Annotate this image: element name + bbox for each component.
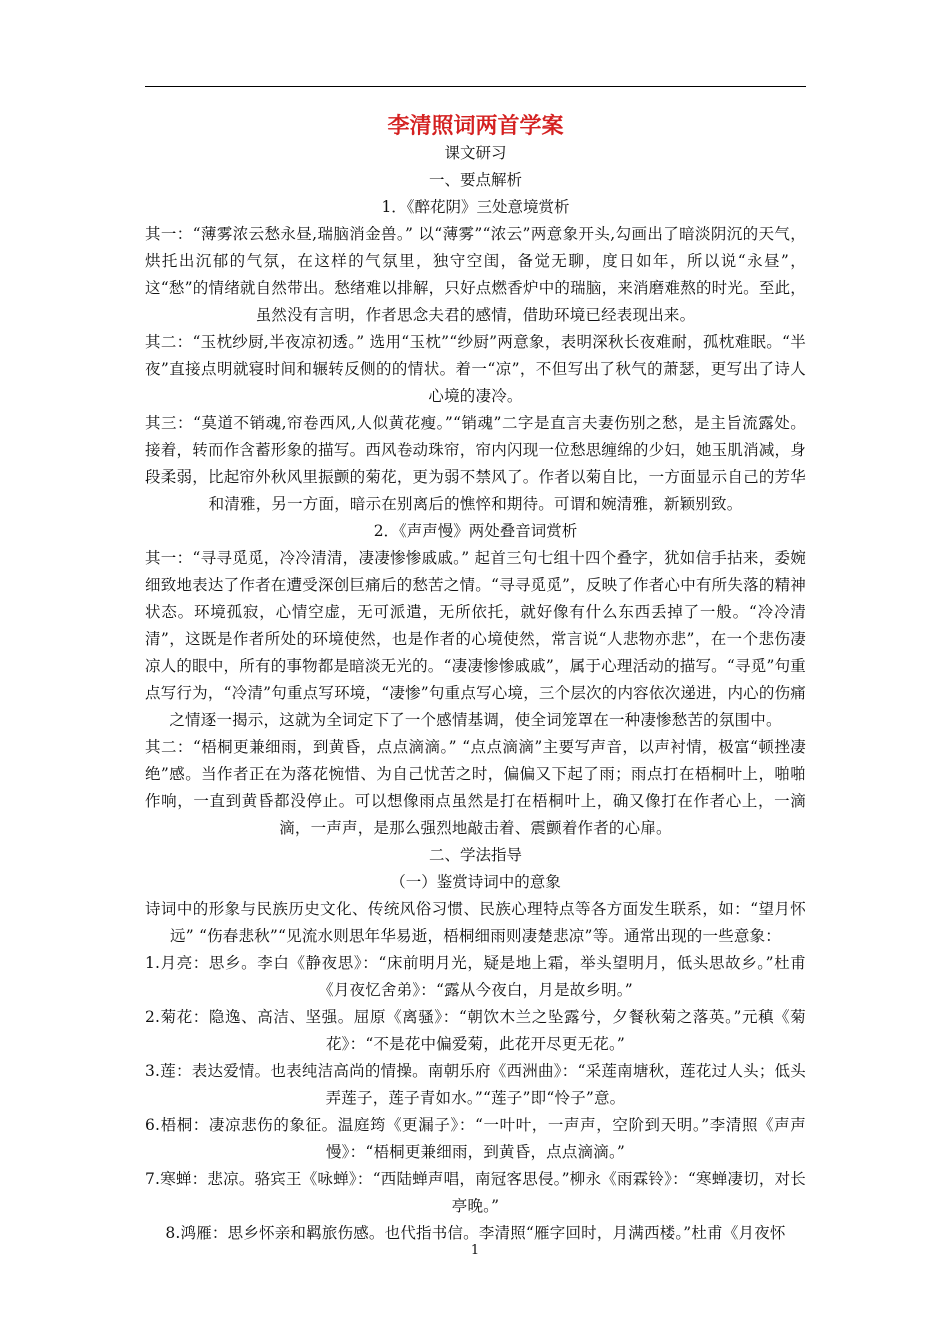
subheading-imagery: （一）鉴赏诗词中的意象 bbox=[390, 873, 561, 891]
imagery-item-lotus: 3.莲：表达爱情。也表纯洁高尚的情操。南朝乐府《西洲曲》：“采莲南塘秋，莲花过人头；低头弄莲子，莲子青如水。”“莲子”即“怜子”意。 bbox=[145, 1062, 806, 1107]
paragraph-4: 其一：“寻寻觅觅，冷冷清清，凄凄惨惨戚戚。” 起首三句七组十四个叠字，犹如信手拈来，委婉细致地表达了作者在遭受深创巨痛后的愁苦之情。“寻寻觅觅”，反映了作者心中有所失落的精神状态。环境孤寂，心情空虚，无可派遣，无所依托，就好像有什么东西丢掉了一般。“冷冷清清”，这既是作者所处的环境使然，也是作者的心境使然，常言说“人悲物亦悲”，在一个悲伤凄凉人的眼中，所有的事物都是暗淡无光的。“凄凄惨惨戚戚”，属于心理活动的描写。“寻觅”句重点写行为，“冷清”句重点写环境，“凄惨”句重点写心境，三个层次的内容依次递进，内心的伤痛之情逐一揭示，这就为全词定下了一个感情基调，使全词笼罩在一种凄惨愁苦的氛围中。 bbox=[145, 549, 806, 729]
paragraph-3: 其三：“莫道不销魂,帘卷西风,人似黄花瘦。”“销魂”二字是直言夫妻伤别之愁，是主旨流露处。接着，转而作含蓄形象的描写。西风卷动珠帘，帘内闪现一位愁思缠绵的少妇，她玉肌消减，身段柔弱，比起帘外秋风里振颤的菊花，更为弱不禁风了。作者以菊自比，一方面显示自己的芳华和清雅，另一方面，暗示在别离后的憔悴和期待。可谓和婉清雅，新颖别致。 bbox=[145, 414, 806, 513]
imagery-item-chrysanthemum: 2.菊花：隐逸、高洁、坚强。屈原《离骚》：“朝饮木兰之坠露兮，夕餐秋菊之落英。”元稹《菊花》：“不是花中偏爱菊，此花开尽更无花。” bbox=[145, 1008, 806, 1053]
subtitle: 课文研习 bbox=[444, 144, 507, 162]
imagery-item-cicada: 7.寒蝉：悲凉。骆宾王《咏蝉》：“西陆蝉声唱，南冠客思侵。”柳永《雨霖铃》：“寒蝉凄切，对长亭晚。” bbox=[145, 1170, 806, 1215]
document-title: 李清照词两首学案 bbox=[387, 113, 564, 139]
section-heading-2: 二、学法指导 bbox=[428, 846, 522, 864]
subheading-shengshengman: 2．《声声慢》两处叠音词赏析 bbox=[373, 522, 578, 540]
paragraph-1: 其一：“薄雾浓云愁永昼,瑞脑消金兽。” 以“薄雾”“浓云”两意象开头,勾画出了暗淡阴沉的天气，烘托出沉郁的气氛，在这样的气氛里，独守空闺，备觉无聊，度日如年，所以说“永昼”，这“愁”的情绪就自然带出。愁绪难以排解，只好点燃香炉中的瑞脑，来消磨难熬的时光。至此，虽然没有言明，作者思念夫君的感情，借助环境已经表现出来。 bbox=[145, 225, 806, 324]
header-rule bbox=[145, 86, 806, 87]
section-heading-1: 一、要点解析 bbox=[428, 171, 522, 189]
document-body bbox=[145, 112, 806, 1247]
subheading-zuihuayin: 1．《醉花阴》三处意境赏析 bbox=[381, 198, 570, 216]
imagery-item-goose: 8.鸿雁：思乡怀亲和羁旅伤感。也代指书信。李清照“雁字回时，月满西楼。”杜甫《月夜怀 bbox=[165, 1224, 786, 1242]
paragraph-6: 诗词中的形象与民族历史文化、传统风俗习惯、民族心理特点等各方面发生联系，如：“望月怀远” “伤春悲秋”“见流水则思年华易逝，梧桐细雨则凄楚悲凉”等。通常出现的一些意象： bbox=[145, 900, 806, 945]
imagery-item-parasol: 6.梧桐：凄凉悲伤的象征。温庭筠《更漏子》：“一叶叶，一声声，空阶到天明。”李清照《声声慢》：“梧桐更兼细雨，到黄昏，点点滴滴。” bbox=[145, 1116, 806, 1161]
imagery-item-moon: 1.月亮：思乡。李白《静夜思》：“床前明月光，疑是地上霜，举头望明月，低头思故乡。”杜甫《月夜忆舍弟》：“露从今夜白，月是故乡明。” bbox=[145, 954, 806, 999]
paragraph-5: 其二：“梧桐更兼细雨，到黄昏，点点滴滴。” “点点滴滴”主要写声音，以声衬情，极富“顿挫凄绝”感。当作者正在为落花惋惜、为自己忧苦之时，偏偏又下起了雨；雨点打在梧桐叶上，啪啪作响，一直到黄昏都没停止。可以想像雨点虽然是打在梧桐叶上，确又像打在作者心上，一滴滴，一声声，是那么强烈地敲击着、震颤着作者的心扉。 bbox=[145, 738, 806, 837]
page-number: 1 bbox=[470, 1243, 480, 1258]
paragraph-2: 其二：“玉枕纱厨,半夜凉初透。” 选用“玉枕”“纱厨”两意象，表明深秋长夜难耐，孤枕难眠。“半夜”直接点明就寝时间和辗转反侧的的情状。着一“凉”，不但写出了秋气的萧瑟，更写出了诗人心境的凄冷。 bbox=[145, 333, 806, 405]
